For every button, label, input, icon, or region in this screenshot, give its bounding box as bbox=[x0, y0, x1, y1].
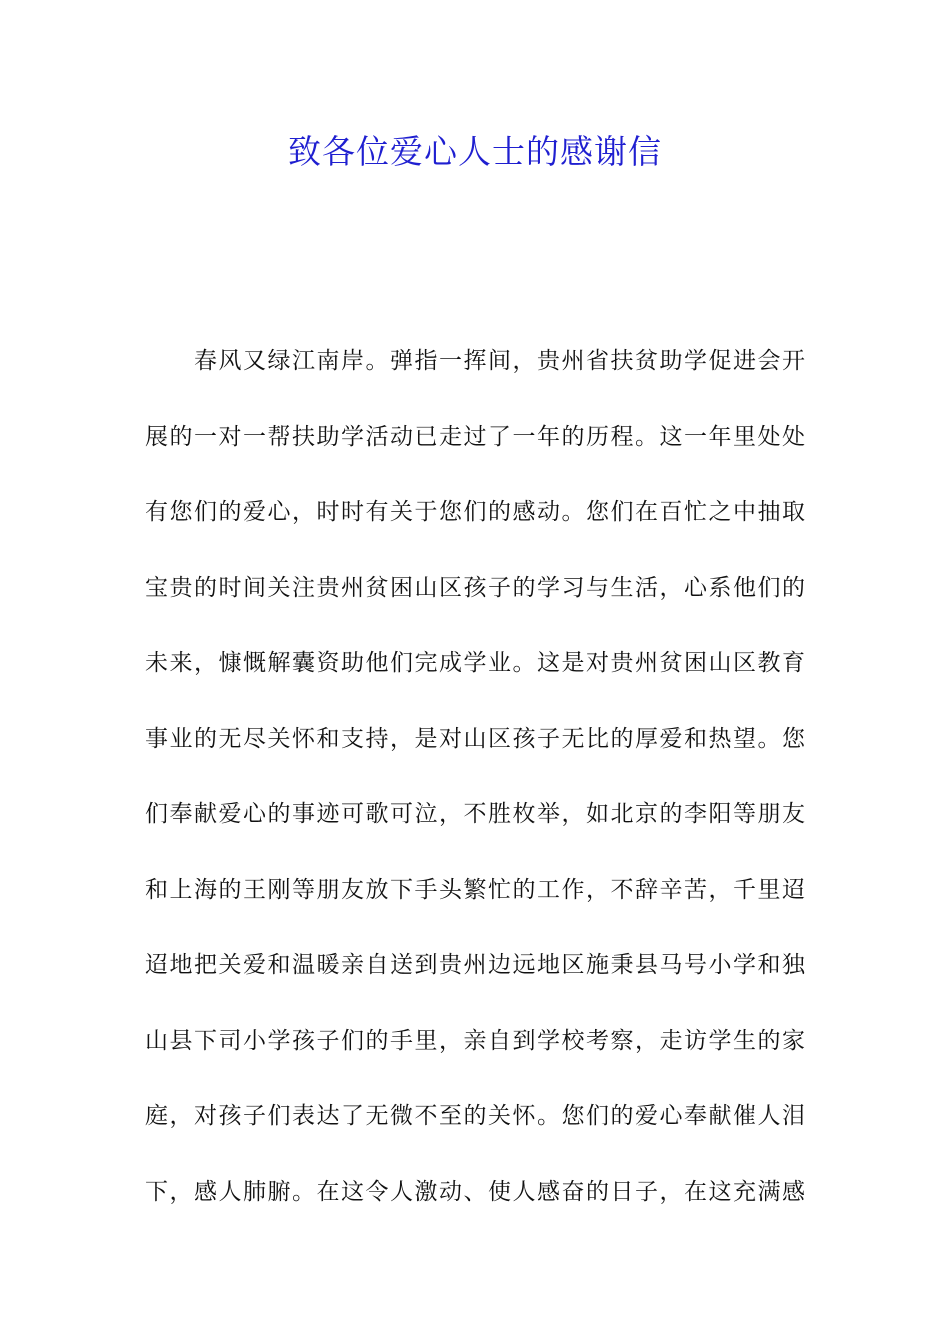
text-line: 有您们的爱心，时时有关于您们的感动。您们在百忙之中抽取 bbox=[145, 499, 805, 525]
text-line: 们奉献爱心的事迹可歌可泣，不胜枚举，如北京的李阳等朋友 bbox=[145, 801, 805, 827]
text-line: 山县下司小学孩子们的手里，亲自到学校考察，走访学生的家 bbox=[145, 1027, 805, 1054]
text-line: 迢地把关爱和温暖亲自送到贵州边远地区施秉县马号小学和独 bbox=[145, 952, 805, 978]
text-line: 和上海的王刚等朋友放下手头繁忙的工作，不辞辛苦，千里迢 bbox=[145, 876, 805, 903]
text-line: 未来，慷慨解囊资助他们完成学业。这是对贵州贫困山区教育 bbox=[145, 650, 805, 676]
letter-body bbox=[145, 338, 805, 1244]
page-title: 致各位爱心人士的感谢信 bbox=[288, 132, 662, 171]
text-line: 宝贵的时间关注贵州贫困山区孩子的学习与生活，心系他们的 bbox=[145, 574, 805, 601]
text-line: 下，感人肺腑。在这令人激动、使人感奋的日子，在这充满感 bbox=[145, 1178, 805, 1205]
text-line: 春风又绿江南岸。弹指一挥间，贵州省扶贫助学促进会开 bbox=[145, 348, 805, 374]
text-line: 展的一对一帮扶助学活动已走过了一年的历程。这一年里处处 bbox=[145, 423, 805, 450]
text-line: 庭，对孩子们表达了无微不至的关怀。您们的爱心奉献催人泪 bbox=[145, 1103, 805, 1129]
text-line: 事业的无尽关怀和支持，是对山区孩子无比的厚爱和热望。您 bbox=[145, 725, 805, 752]
